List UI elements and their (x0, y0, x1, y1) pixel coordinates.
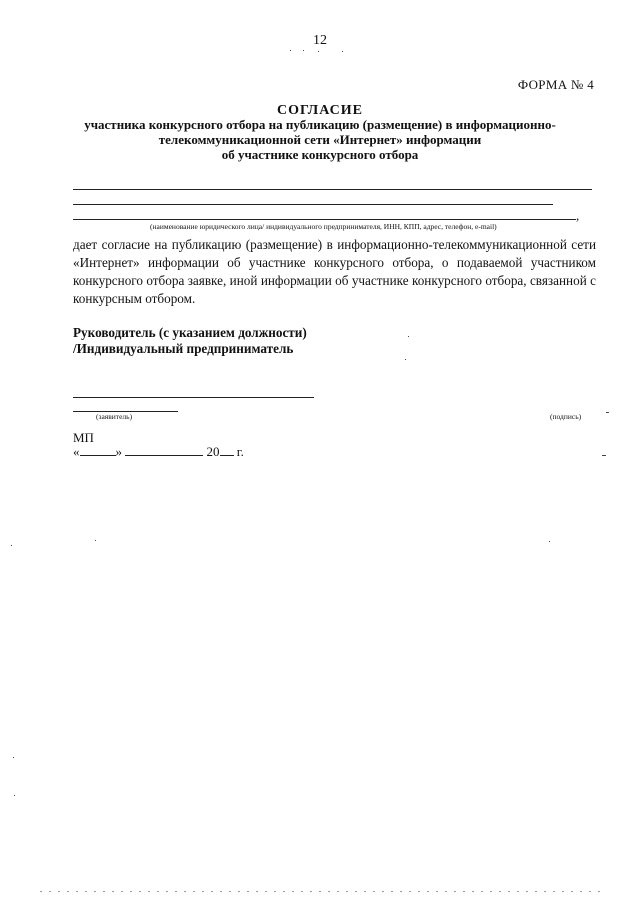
scan-speck (13, 757, 14, 758)
document-subtitle-line-1: участника конкурсного отбора на публикацию (размещение) в информационно- (84, 117, 556, 132)
signatory-entrepreneur: /Индивидуальный предприниматель (73, 341, 294, 356)
scan-speck (14, 795, 15, 796)
scan-speck (549, 541, 550, 542)
signature-label: (подпись) (550, 412, 582, 421)
date-year-prefix: 20 (206, 444, 220, 459)
applicant-fill-line-3[interactable] (73, 219, 576, 220)
scan-speck (342, 51, 343, 52)
date-year-suffix: г. (236, 444, 244, 459)
document-title: СОГЛАСИЕ (277, 103, 363, 118)
scan-speck (602, 455, 606, 456)
signatory-position: Руководитель (с указанием должности) (73, 325, 307, 340)
scan-speck (290, 50, 291, 51)
scan-speck (40, 891, 600, 892)
date-close-quote: » (115, 444, 122, 459)
scan-speck (11, 545, 12, 546)
applicant-line-comma: , (576, 208, 580, 223)
scan-speck (95, 540, 96, 541)
signatory-block (73, 325, 307, 357)
date-open-quote: « (73, 444, 80, 459)
scan-speck (303, 50, 304, 51)
scan-speck (405, 359, 406, 360)
date-month-blank[interactable] (125, 455, 203, 456)
document-subtitle-line-2: телекоммуникационной сети «Интернет» информации (158, 132, 482, 147)
document-subtitle-line-3: об участнике конкурсного отбора (221, 147, 419, 162)
scan-speck (408, 336, 409, 337)
date-field (73, 444, 244, 460)
date-year-blank[interactable] (220, 455, 234, 456)
scan-speck (318, 51, 319, 52)
applicant-caption: (наименование юридического лица/ индивидуального предпринимателя, ИНН, КПП, адрес, телефон, e-mail) (150, 222, 497, 231)
applicant-label: (заявитель) (96, 412, 133, 421)
form-number: ФОРМА № 4 (517, 77, 594, 92)
stamp-label: МП (73, 430, 94, 445)
consent-text: дает согласие на публикацию (размещение) в информационно-телекоммуникационной сети «Интернет» информации об участнике конкурсного отбора, о подаваемой участником конкурсного отбора заявке, иной информации об участнике конкурсного отбора, связанной с конкурсным отбором. (73, 237, 596, 306)
date-day-blank[interactable] (80, 455, 116, 456)
scan-speck (606, 412, 609, 413)
applicant-fill-line-2[interactable] (73, 204, 553, 205)
page-number: 12 (313, 33, 327, 48)
applicant-fill-line-1[interactable] (73, 189, 592, 190)
applicant-signature-line-long[interactable] (73, 397, 314, 398)
